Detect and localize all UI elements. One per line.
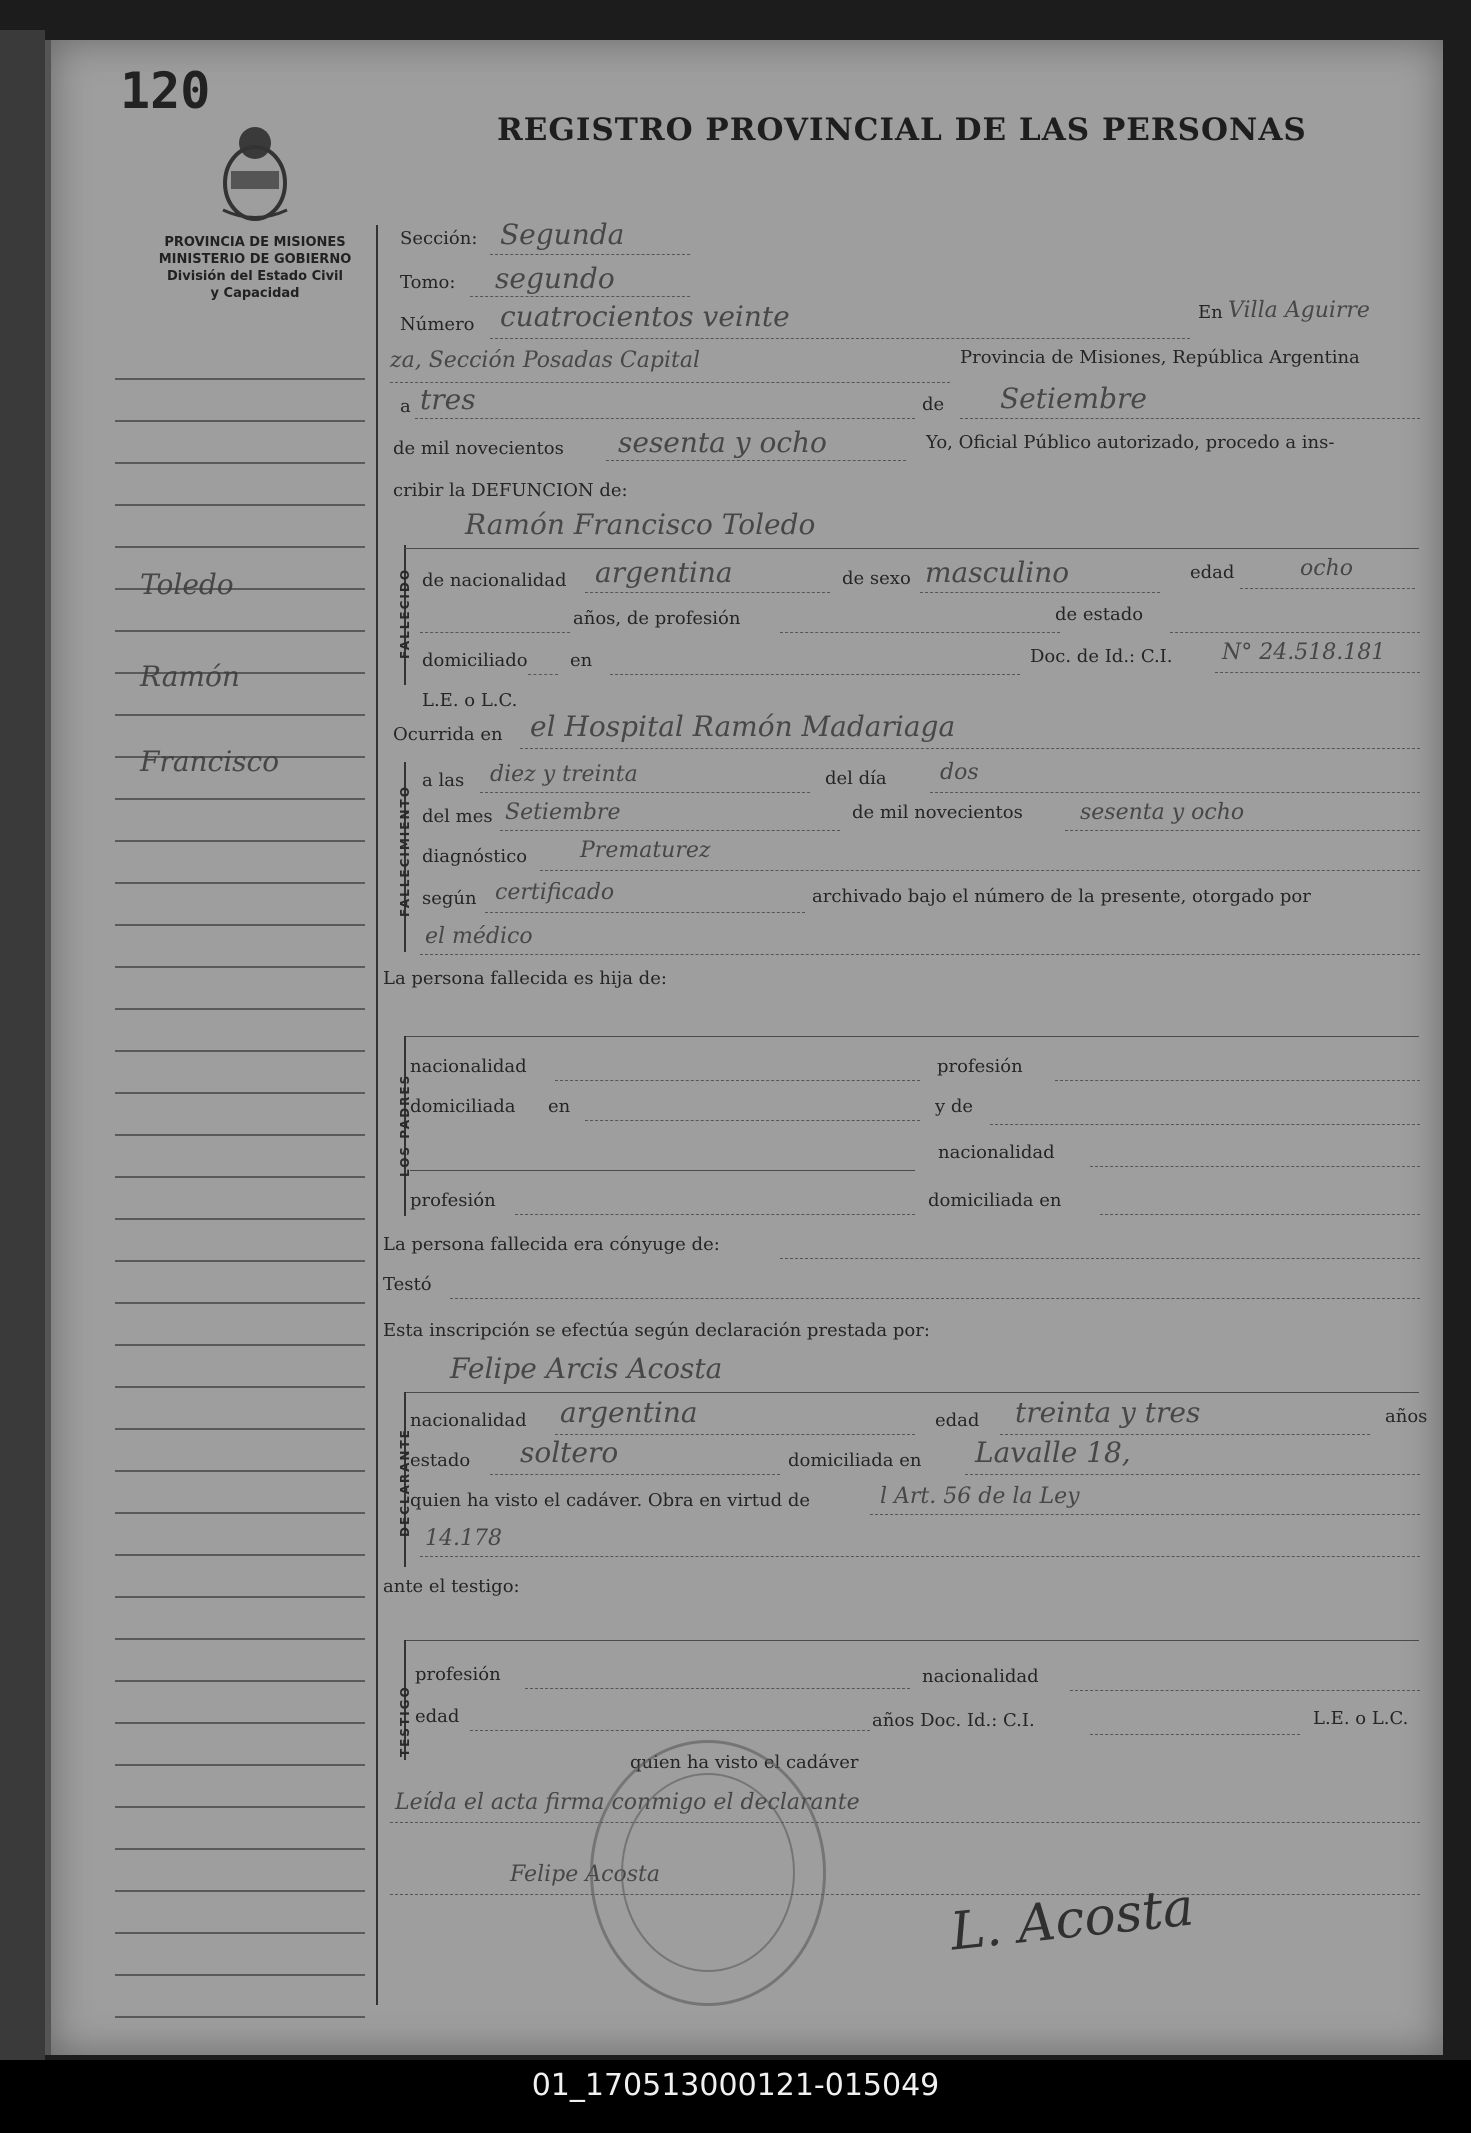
declarante-edad-value: treinta y tres	[1015, 1396, 1201, 1429]
declaracion-label: Esta inscripción se efectúa según declaración prestada por:	[383, 1320, 930, 1341]
otorgado-value: el médico	[425, 924, 533, 949]
agency-line-1: PROVINCIA DE MISIONES	[164, 235, 346, 250]
fallecido-nacionalidad-value: argentina	[595, 556, 733, 589]
declarante-ley-value: 14.178	[425, 1526, 502, 1551]
declarante-name: Felipe Arcis Acosta	[450, 1352, 723, 1385]
en-label: En	[1198, 302, 1223, 323]
fallecido-nacionalidad-label: de nacionalidad	[422, 570, 567, 591]
testo-label: Testó	[383, 1274, 432, 1295]
seccion-label: Sección:	[400, 228, 478, 249]
margin-given-name-1: Ramón	[140, 660, 240, 693]
en-value: Villa Aguirre	[1228, 298, 1370, 323]
agency-block	[130, 234, 380, 302]
fallecido-sexo-label: de sexo	[842, 568, 911, 589]
margin-given-name-2: Francisco	[140, 745, 280, 778]
fallecido-estado-label: de estado	[1055, 604, 1144, 625]
ocurrida-label: Ocurrida en	[393, 724, 503, 745]
tomo-label: Tomo:	[400, 272, 456, 293]
agency-line-4: y Capacidad	[210, 286, 300, 301]
dia-value: dos	[940, 760, 979, 785]
fallecimiento-mil-label: de mil novecientos	[852, 802, 1023, 823]
a-las-label: a las	[422, 770, 465, 791]
declarante-nacionalidad-label: nacionalidad	[410, 1410, 527, 1431]
declarante-estado-value: soltero	[520, 1436, 619, 1469]
padres-nacionalidad-label: nacionalidad	[410, 1056, 527, 1077]
fallecimiento-section-label: FALLECIMIENTO	[398, 785, 412, 917]
declarante-domiciliada-label: domiciliada en	[788, 1450, 922, 1471]
fallecido-edad-label: edad	[1190, 562, 1235, 583]
diagnostico-label: diagnóstico	[422, 846, 528, 867]
testigo-nacionalidad-label: nacionalidad	[922, 1666, 1039, 1687]
inscribir-label: cribir la DEFUNCION de:	[393, 480, 628, 501]
testigo-profesion-label: profesión	[415, 1664, 501, 1685]
declarante-estado-label: estado	[410, 1450, 471, 1471]
fallecido-domiciliado-label: domiciliado	[422, 650, 528, 671]
officer-signature: L. Acosta	[947, 1877, 1197, 1963]
provincia-label: Provincia de Misiones, República Argentina	[960, 347, 1360, 368]
agency-line-3: División del Estado Civil	[167, 269, 343, 284]
declarante-visto-label: quien ha visto el cadáver. Obra en virtud de	[410, 1490, 811, 1511]
seccion-value: Segunda	[500, 218, 625, 251]
testigo-section-label: TESTIGO	[398, 1685, 412, 1757]
padres-profesion-label: profesión	[937, 1056, 1023, 1077]
de-value: Setiembre	[1000, 382, 1147, 415]
declarante-nacionalidad-value: argentina	[560, 1396, 698, 1429]
tomo-value: segundo	[495, 262, 615, 295]
mil-value: sesenta y ocho	[618, 426, 827, 459]
padres-domiciliada-label: domiciliada	[410, 1096, 516, 1117]
fallecido-en-label: en	[570, 650, 593, 671]
book-binding	[0, 30, 45, 2060]
margin-divider	[376, 225, 378, 2005]
fallecido-doc-label: Doc. de Id.: C.I.	[1030, 646, 1173, 667]
testigo-doc-label: años Doc. Id.: C.I.	[872, 1710, 1035, 1731]
hija-label: La persona fallecida es hija de:	[383, 968, 667, 989]
a-value: tres	[420, 383, 476, 416]
numero-label: Número	[400, 314, 475, 335]
mes-value: Setiembre	[505, 800, 621, 825]
dia-label: del día	[825, 768, 887, 789]
testigo-edad-label: edad	[415, 1706, 460, 1727]
document-title: REGISTRO PROVINCIAL DE LAS PERSONAS	[497, 112, 1307, 148]
padres-domiciliada2-label: domiciliada en	[928, 1190, 1062, 1211]
padres-nacionalidad2-label: nacionalidad	[938, 1142, 1055, 1163]
ocurrida-value: el Hospital Ramón Madariaga	[530, 710, 956, 743]
fallecido-sexo-value: masculino	[925, 556, 1070, 589]
mes-label: del mes	[422, 806, 493, 827]
margin-surname: Toledo	[140, 568, 234, 601]
testigo-le-label: L.E. o L.C.	[1313, 1708, 1409, 1729]
official-seal-stamp	[590, 1740, 826, 2006]
segun-value: certificado	[495, 880, 615, 905]
de-label: de	[922, 394, 945, 415]
deceased-name: Ramón Francisco Toledo	[465, 508, 816, 541]
fallecimiento-mil-value: sesenta y ocho	[1080, 800, 1245, 825]
padres-en-label: en	[548, 1096, 571, 1117]
fallecido-le-label: L.E. o L.C.	[422, 690, 518, 711]
mil-label: de mil novecientos	[393, 438, 564, 459]
testigo-visto-label: quien ha visto el cadáver	[630, 1752, 859, 1773]
fallecido-doc-value: N° 24.518.181	[1222, 640, 1386, 665]
ante-testigo-label: ante el testigo:	[383, 1576, 520, 1597]
a-las-value: diez y treinta	[490, 762, 638, 787]
image-id-caption: 01_170513000121-015049	[531, 2068, 940, 2103]
segun-label: según	[422, 888, 477, 909]
a-label: a	[400, 396, 411, 417]
page-number: 120	[120, 62, 211, 120]
coat-of-arms-icon	[215, 115, 295, 225]
numero-value: cuatrocientos veinte	[500, 300, 790, 333]
closing-line-1: Leída el acta firma conmigo el declarante	[395, 1790, 860, 1815]
declarante-section-label: DECLARANTE	[398, 1428, 412, 1537]
padres-profesion2-label: profesión	[410, 1190, 496, 1211]
archivado-label: archivado bajo el número de la presente, otorgado por	[812, 886, 1311, 907]
diagnostico-value: Prematurez	[580, 838, 711, 863]
conyuge-label: La persona fallecida era cónyuge de:	[383, 1234, 720, 1255]
fallecido-anos-label: años, de profesión	[573, 608, 741, 629]
declarante-anos-label: años	[1385, 1406, 1428, 1427]
closing-line-2: Felipe Acosta	[510, 1862, 660, 1887]
declarante-edad-label: edad	[935, 1410, 980, 1431]
place-value: za, Sección Posadas Capital	[390, 348, 700, 373]
padres-section-label: LOS PADRES	[398, 1073, 412, 1177]
declarante-virtud-value: l Art. 56 de la Ley	[880, 1484, 1080, 1509]
fallecido-section-label: FALLECIDO	[398, 567, 412, 659]
padres-y-de-label: y de	[935, 1096, 974, 1117]
agency-line-2: MINISTERIO DE GOBIERNO	[158, 252, 352, 267]
fallecido-edad-value: ocho	[1300, 556, 1353, 581]
yo-label: Yo, Oficial Público autorizado, procedo a ins-	[926, 432, 1335, 453]
declarante-domiciliada-value: Lavalle 18,	[975, 1436, 1131, 1469]
